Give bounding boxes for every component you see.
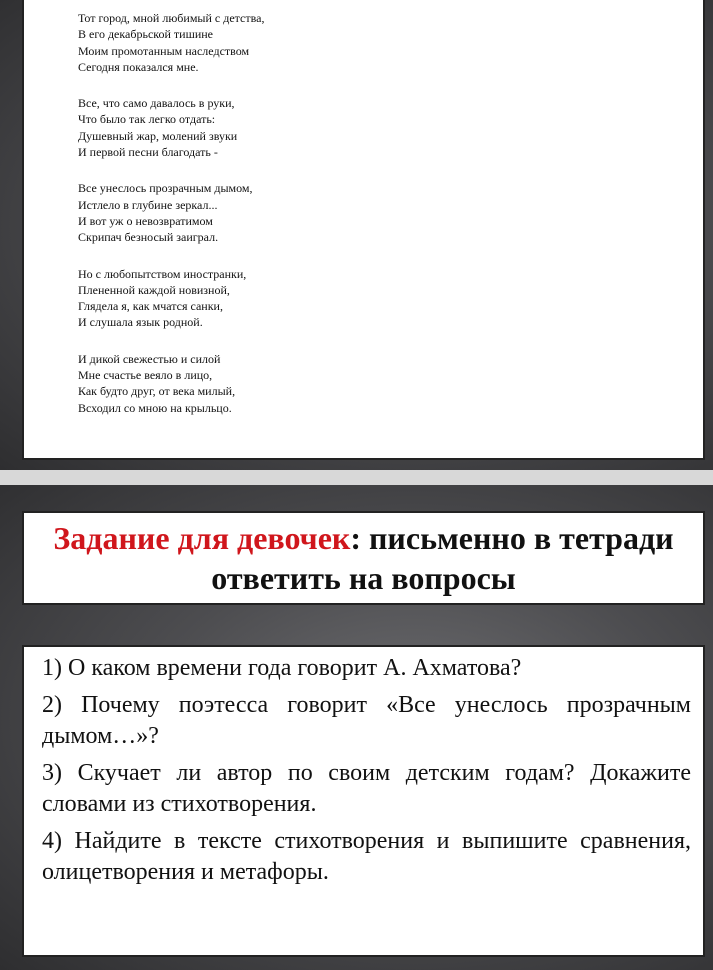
task-title-box xyxy=(22,511,705,605)
poem-line: Что было так легко отдать: xyxy=(78,112,216,127)
poem-line: И вот уж о невозвратимом xyxy=(78,213,213,228)
slide-divider xyxy=(0,470,713,485)
poem-line: Все, что само давалось в руки, xyxy=(78,96,235,111)
poem-line: Истлело в глубине зеркал... xyxy=(78,197,218,212)
poem-line: Моим промотанным наследством xyxy=(78,43,250,58)
poem-line: Тот город, мной любимый с детства, xyxy=(78,11,265,25)
poem-stanza xyxy=(78,180,703,245)
poem-line: И первой песни благодать - xyxy=(78,145,218,160)
poem-line: Скрипач безносый заиграл. xyxy=(78,230,219,245)
questions-box xyxy=(22,645,705,957)
poem-line: И дикой свежестью и силой xyxy=(78,351,221,366)
poem-stanza xyxy=(78,95,703,160)
poem-line: Всходил со мною на крыльцо. xyxy=(78,400,232,415)
poem-stanza xyxy=(78,266,703,331)
question-item: 1) О каком времени года говорит А. Ахматова? xyxy=(42,655,522,681)
poem-line: Глядела я, как мчатся санки, xyxy=(78,299,223,314)
task-title-highlight: Задание для девочек xyxy=(53,520,351,556)
question-item: 2) Почему поэтесса говорит «Все унеслось прозрачным дымом…»? xyxy=(42,692,691,749)
poem-line: Мне счастье веяло в лицо, xyxy=(78,368,213,383)
poem-line: Как будто друг, от века милый, xyxy=(78,384,236,399)
poem-line: Но с любопытством иностранки, xyxy=(78,266,247,281)
poem-line: Плененной каждой новизной, xyxy=(78,282,230,297)
poem-line: Сегодня показался мне. xyxy=(78,59,199,74)
poem-stanza xyxy=(78,10,703,75)
poem-box xyxy=(22,0,705,460)
poem-line: Все унеслось прозрачным дымом, xyxy=(78,181,253,196)
task-title xyxy=(36,518,691,598)
task-title-rest: : письменно в тетради ответить на вопросы xyxy=(211,520,674,596)
question-item: 3) Скучает ли автор по своим детским годам? Докажите словами из стихотворения. xyxy=(42,760,691,817)
poem-line: Душевный жар, молений звуки xyxy=(78,128,238,143)
poem-line: И слушала язык родной. xyxy=(78,315,203,330)
poem-line: В его декабрьской тишине xyxy=(78,27,213,42)
question-item: 4) Найдите в тексте стихотворения и выпишите сравнения, олицетворения и метафоры. xyxy=(42,828,691,885)
poem-stanza xyxy=(78,351,703,416)
